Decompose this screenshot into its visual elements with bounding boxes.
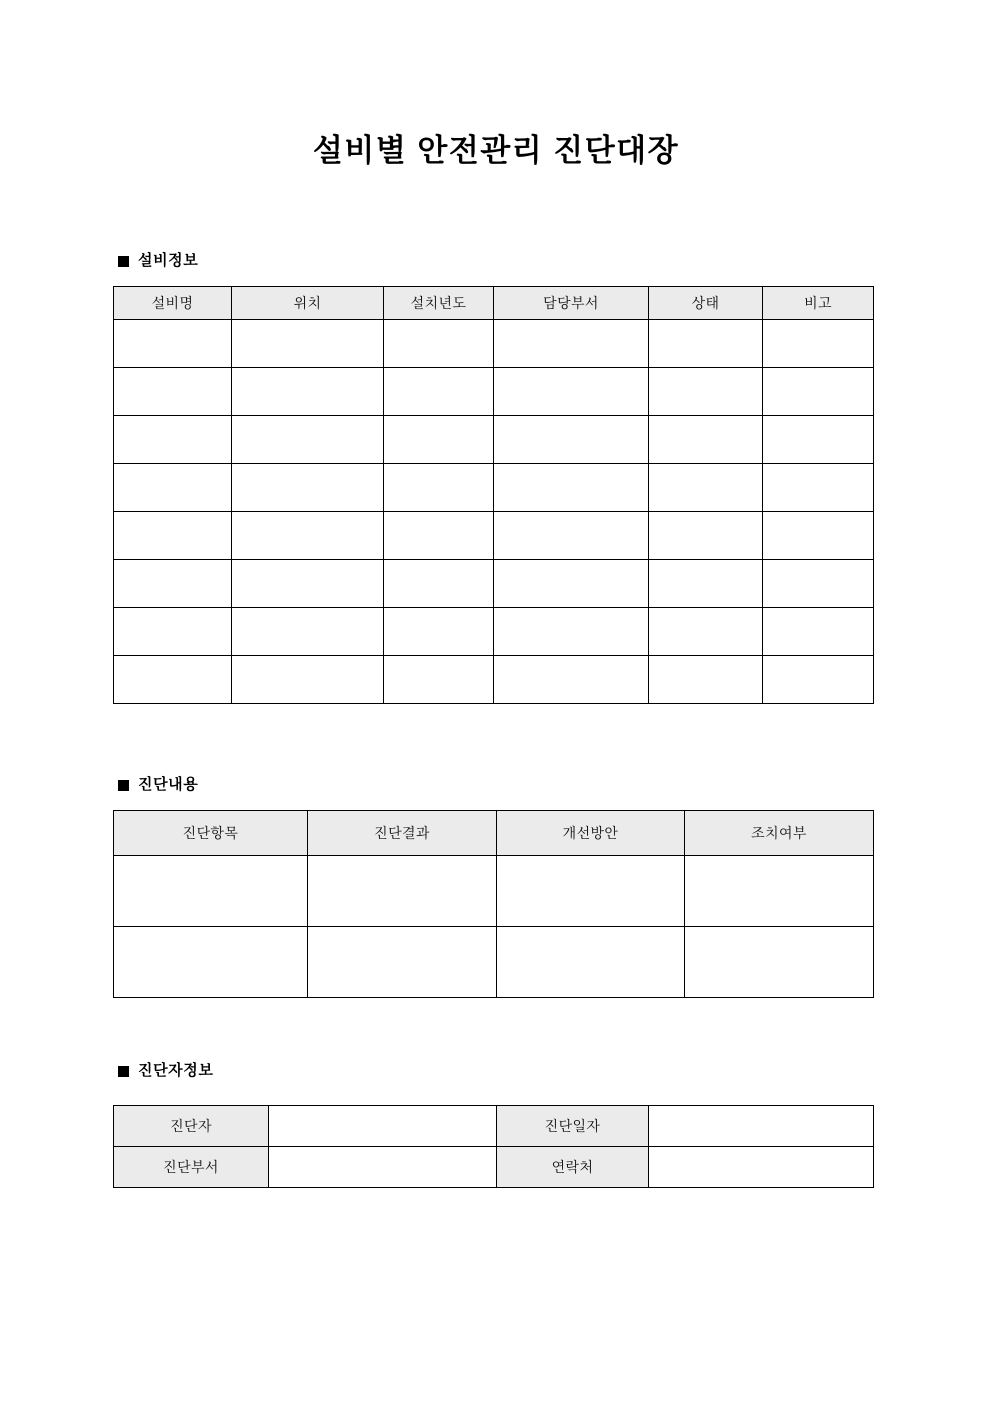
column-header-action-taken: 조치여부 bbox=[685, 811, 874, 856]
table-row bbox=[114, 856, 874, 927]
diagnosis-content-table-body bbox=[114, 856, 874, 998]
equipment-input-cell-4[interactable] bbox=[494, 416, 649, 464]
black-square-bullet-icon bbox=[118, 256, 129, 267]
equipment-input-cell-5[interactable] bbox=[649, 608, 763, 656]
field-label-진단부서: 진단부서 bbox=[114, 1147, 269, 1188]
diagnostician-info-table bbox=[113, 1105, 874, 1188]
equipment-input-cell-6[interactable] bbox=[763, 608, 874, 656]
equipment-input-cell-2[interactable] bbox=[232, 368, 384, 416]
table-row bbox=[114, 512, 874, 560]
diagnosis-input-cell-1[interactable] bbox=[114, 927, 308, 998]
equipment-input-cell-2[interactable] bbox=[232, 560, 384, 608]
field-label-진단일자: 진단일자 bbox=[497, 1106, 649, 1147]
table-row bbox=[114, 608, 874, 656]
equipment-info-table bbox=[113, 286, 874, 704]
equipment-input-cell-6[interactable] bbox=[763, 464, 874, 512]
table-row bbox=[114, 368, 874, 416]
equipment-input-cell-6[interactable] bbox=[763, 368, 874, 416]
table-header-row bbox=[114, 811, 874, 856]
diagnosis-input-cell-2[interactable] bbox=[308, 856, 497, 927]
equipment-input-cell-3[interactable] bbox=[384, 368, 494, 416]
equipment-input-cell-2[interactable] bbox=[232, 608, 384, 656]
table-row bbox=[114, 1106, 874, 1147]
equipment-input-cell-3[interactable] bbox=[384, 464, 494, 512]
column-header-install-year: 설치년도 bbox=[384, 287, 494, 320]
diagnosis-input-cell-4[interactable] bbox=[685, 927, 874, 998]
table-row bbox=[114, 320, 874, 368]
table-row bbox=[114, 560, 874, 608]
section-heading-equipment-info bbox=[118, 251, 198, 271]
equipment-input-cell-5[interactable] bbox=[649, 656, 763, 704]
equipment-input-cell-4[interactable] bbox=[494, 608, 649, 656]
equipment-input-cell-6[interactable] bbox=[763, 560, 874, 608]
field-input-cell[interactable] bbox=[269, 1106, 497, 1147]
equipment-input-cell-1[interactable] bbox=[114, 608, 232, 656]
equipment-input-cell-2[interactable] bbox=[232, 512, 384, 560]
equipment-input-cell-5[interactable] bbox=[649, 368, 763, 416]
equipment-input-cell-5[interactable] bbox=[649, 464, 763, 512]
section-heading-diagnosis-content bbox=[118, 775, 198, 795]
equipment-input-cell-4[interactable] bbox=[494, 560, 649, 608]
equipment-input-cell-6[interactable] bbox=[763, 656, 874, 704]
table-row bbox=[114, 927, 874, 998]
equipment-input-cell-4[interactable] bbox=[494, 368, 649, 416]
column-header-improvement-plan: 개선방안 bbox=[497, 811, 685, 856]
equipment-input-cell-3[interactable] bbox=[384, 320, 494, 368]
equipment-input-cell-5[interactable] bbox=[649, 320, 763, 368]
equipment-input-cell-1[interactable] bbox=[114, 416, 232, 464]
field-input-cell[interactable] bbox=[649, 1147, 874, 1188]
equipment-input-cell-3[interactable] bbox=[384, 416, 494, 464]
column-header-diagnosis-item: 진단항목 bbox=[114, 811, 308, 856]
equipment-input-cell-4[interactable] bbox=[494, 656, 649, 704]
equipment-input-cell-3[interactable] bbox=[384, 560, 494, 608]
equipment-input-cell-1[interactable] bbox=[114, 368, 232, 416]
section-heading-label: 설비정보 bbox=[138, 252, 199, 269]
equipment-input-cell-4[interactable] bbox=[494, 512, 649, 560]
section-heading-diagnostician-info bbox=[118, 1061, 213, 1081]
diagnosis-input-cell-3[interactable] bbox=[497, 927, 685, 998]
equipment-input-cell-5[interactable] bbox=[649, 560, 763, 608]
equipment-input-cell-1[interactable] bbox=[114, 464, 232, 512]
equipment-input-cell-4[interactable] bbox=[494, 320, 649, 368]
diagnosis-input-cell-3[interactable] bbox=[497, 856, 685, 927]
column-header-department: 담당부서 bbox=[494, 287, 649, 320]
equipment-input-cell-5[interactable] bbox=[649, 416, 763, 464]
table-row bbox=[114, 464, 874, 512]
equipment-input-cell-6[interactable] bbox=[763, 416, 874, 464]
equipment-input-cell-6[interactable] bbox=[763, 512, 874, 560]
equipment-input-cell-6[interactable] bbox=[763, 320, 874, 368]
diagnosis-input-cell-2[interactable] bbox=[308, 927, 497, 998]
table-row bbox=[114, 1147, 874, 1188]
field-input-cell[interactable] bbox=[269, 1147, 497, 1188]
black-square-bullet-icon bbox=[118, 780, 129, 791]
equipment-input-cell-2[interactable] bbox=[232, 464, 384, 512]
page-title: 설비별 안전관리 진단대장 bbox=[312, 133, 680, 168]
equipment-input-cell-5[interactable] bbox=[649, 512, 763, 560]
section-heading-label: 진단자정보 bbox=[138, 1062, 214, 1079]
equipment-input-cell-3[interactable] bbox=[384, 608, 494, 656]
equipment-input-cell-1[interactable] bbox=[114, 320, 232, 368]
column-header-status: 상태 bbox=[649, 287, 763, 320]
equipment-input-cell-1[interactable] bbox=[114, 560, 232, 608]
column-header-equipment-name: 설비명 bbox=[114, 287, 232, 320]
diagnosis-input-cell-1[interactable] bbox=[114, 856, 308, 927]
column-header-remarks: 비고 bbox=[763, 287, 874, 320]
table-row bbox=[114, 656, 874, 704]
diagnosis-input-cell-4[interactable] bbox=[685, 856, 874, 927]
equipment-input-cell-4[interactable] bbox=[494, 464, 649, 512]
black-square-bullet-icon bbox=[118, 1066, 129, 1077]
equipment-input-cell-2[interactable] bbox=[232, 416, 384, 464]
diagnosis-content-table bbox=[113, 810, 874, 998]
column-header-location: 위치 bbox=[232, 287, 384, 320]
equipment-input-cell-2[interactable] bbox=[232, 320, 384, 368]
field-input-cell[interactable] bbox=[649, 1106, 874, 1147]
field-label-연락처: 연락처 bbox=[497, 1147, 649, 1188]
field-label-진단자: 진단자 bbox=[114, 1106, 269, 1147]
table-header-row bbox=[114, 287, 874, 320]
equipment-input-cell-2[interactable] bbox=[232, 656, 384, 704]
table-row bbox=[114, 416, 874, 464]
diagnostician-info-table-body bbox=[114, 1106, 874, 1188]
equipment-input-cell-3[interactable] bbox=[384, 512, 494, 560]
equipment-input-cell-1[interactable] bbox=[114, 512, 232, 560]
section-heading-label: 진단내용 bbox=[138, 776, 199, 793]
equipment-info-table-body bbox=[114, 320, 874, 704]
equipment-input-cell-1[interactable] bbox=[114, 656, 232, 704]
equipment-input-cell-3[interactable] bbox=[384, 656, 494, 704]
column-header-diagnosis-result: 진단결과 bbox=[308, 811, 497, 856]
